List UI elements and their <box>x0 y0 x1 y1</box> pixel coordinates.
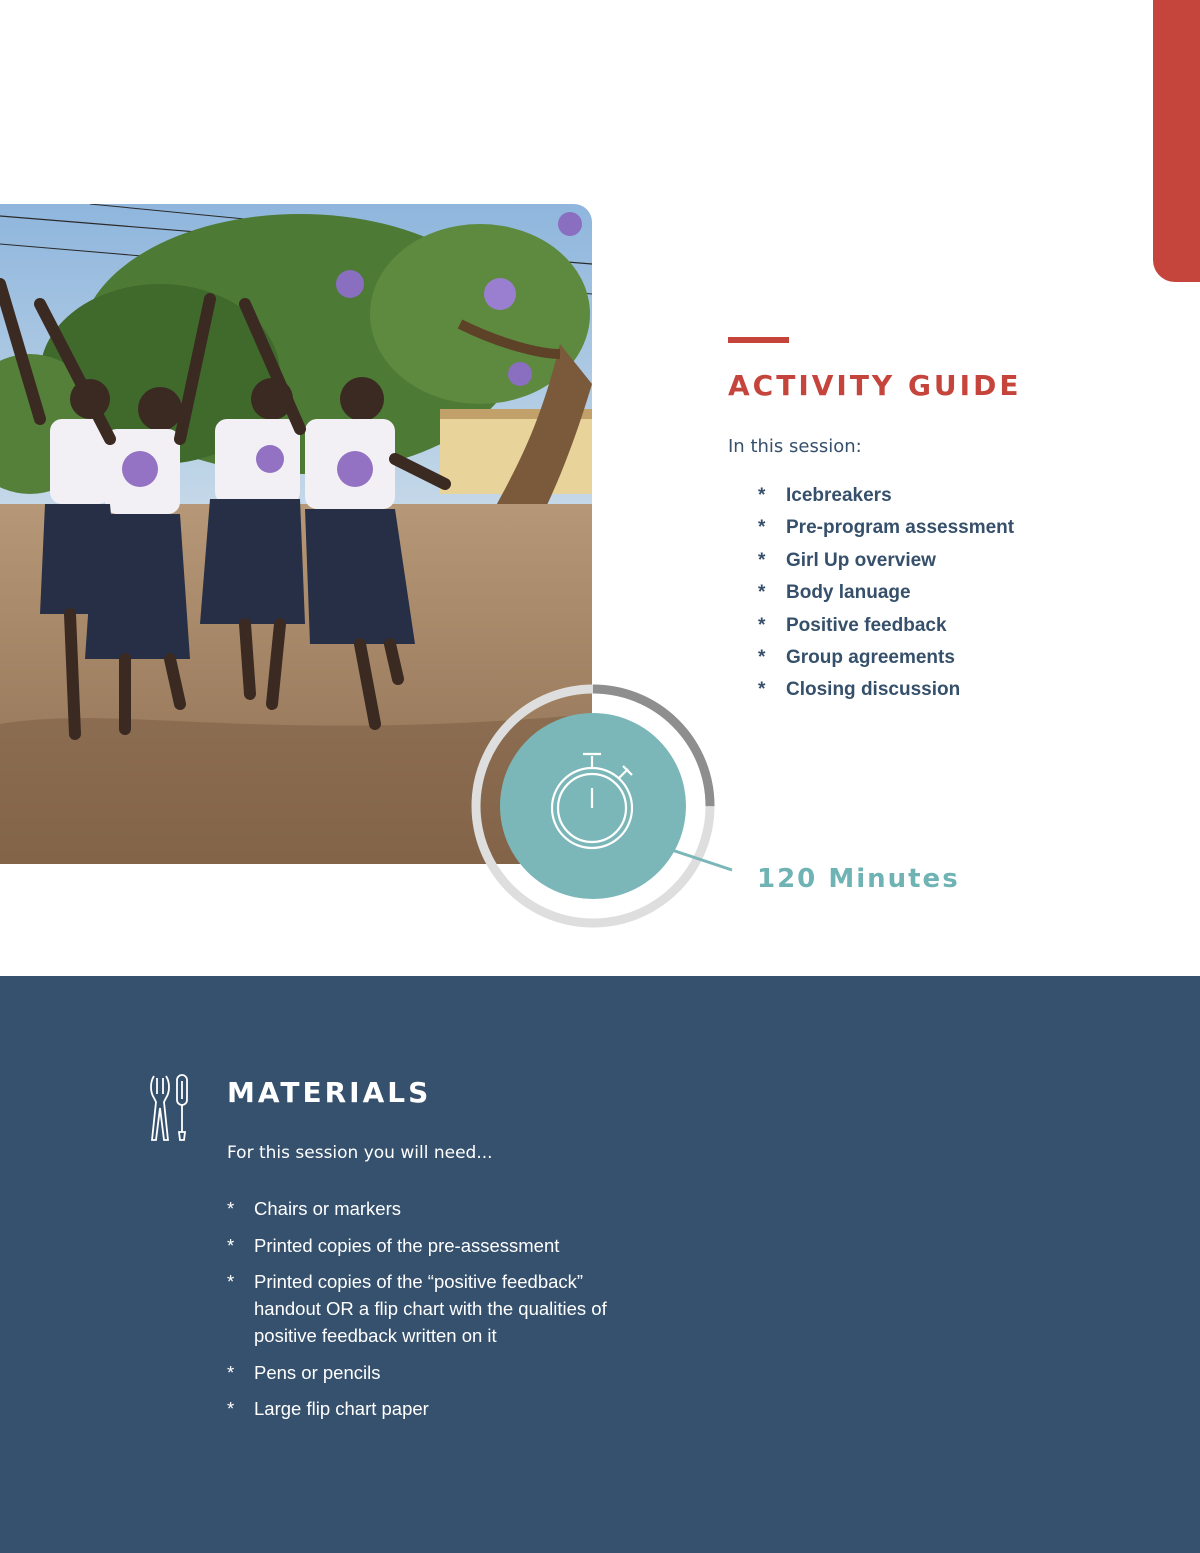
list-item: * Closing discussion <box>758 679 961 701</box>
timer-badge <box>471 684 715 928</box>
materials-list <box>227 1195 657 1432</box>
timer-pointer-line <box>672 848 742 878</box>
corner-tab <box>1153 0 1200 282</box>
list-item: * Large flip chart paper <box>227 1398 429 1419</box>
list-item: * Icebreakers <box>758 485 892 506</box>
materials-intro: For this session you will need... <box>227 1143 493 1163</box>
materials-title: MATERIALS <box>227 1076 432 1109</box>
accent-bar <box>728 337 789 343</box>
activity-guide-intro: In this session: <box>728 436 862 457</box>
list-item: * Group agreements <box>758 646 955 668</box>
list-item: * Positive feedback <box>758 614 947 636</box>
tools-icon <box>146 1072 194 1144</box>
activity-list <box>758 484 1014 711</box>
list-item: * Pens or pencils <box>227 1361 381 1383</box>
list-item: * Printed copies of the pre-assessment <box>227 1234 560 1256</box>
activity-guide-title: ACTIVITY GUIDE <box>728 369 1022 402</box>
list-item: * Body lanuage <box>758 582 911 604</box>
session-duration: 120 Minutes <box>757 864 960 894</box>
list-item: * Pre-program assessment <box>758 517 1015 539</box>
list-item: * Printed copies of the “positive feedback” handout OR a flip chart with the qualities of positive feedback written on it <box>227 1271 607 1346</box>
list-item: * Chairs or markers <box>227 1198 401 1219</box>
list-item: * Girl Up overview <box>758 549 936 571</box>
